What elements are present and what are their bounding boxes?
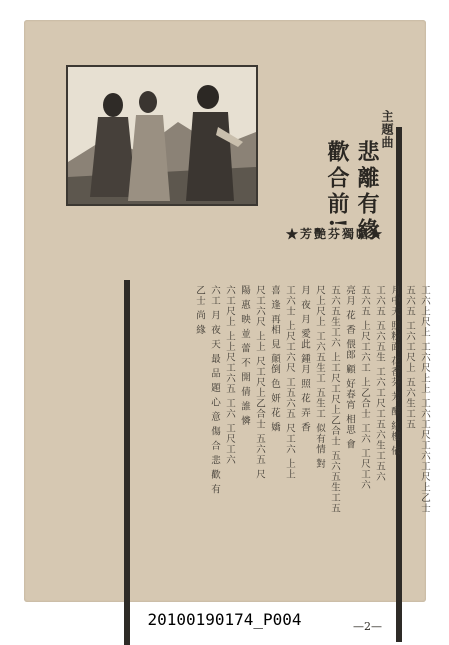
lyric-column: 乙士 尚 緣 (194, 285, 205, 336)
lyric-column: 陽 惠 映 並 蕾 不 開 倩 誰 憐 (239, 285, 250, 427)
lyric-column: 五六五 上尺工六工 上乙合士 工六 工尺工六 (359, 285, 370, 491)
lyric-column: 月中天 照粉面 花香芬 芳 醉 紅樓 依 (389, 285, 400, 457)
lyric-column: 工六士 上尺工六尺 工五六五 尺工六 上上 (284, 285, 295, 480)
lyric-column: 六工尺上 上上尺工六五 工六 工尺工六 (224, 285, 235, 466)
lyric-column: 工六五 五六五生 工六工尺工五六生工五六 (374, 285, 385, 483)
lyric-column: 喜 逢 再相 見 顛倒 色 妍 花 嬌 (269, 285, 280, 433)
lyric-column: 五六五 工六工尺上 五六生工五 (404, 285, 415, 430)
singer-credit: ★芳艷芬獨唱★ (285, 227, 384, 241)
lyrics-notation-block (136, 285, 432, 625)
film-still-photo (66, 65, 258, 206)
page-number: —2— (353, 620, 382, 633)
category-label: 主題曲 (380, 110, 394, 149)
song-title: 悲離有緣 歡合前! (324, 140, 380, 244)
lyric-column: 五六五生工六 上工尺工尺上乙合士 五六五生工五 (329, 285, 340, 514)
lyric-column: 六工 月 夜 天 最 品 題 心 意 傷 合 悲 歡 有 (209, 285, 220, 495)
lyric-column: 工六上尺上 工六尺上上 工六工尺工六工尺上乙士 (419, 285, 430, 514)
lyric-column: 尺工六尺 上上 尺工尺上乙合士 五六五 尺 (254, 285, 265, 480)
lyric-column: 月 夜 月 愛此 鍾月 照 花 弄 香 (299, 285, 310, 433)
lyric-column: 亮月 花 香 偎郎 顧 好春宵 相思 會 (344, 285, 355, 450)
image-id-caption: 20100190174_P004 (147, 610, 302, 629)
left-border-rule (124, 280, 130, 645)
lyric-column: 尺上尺上 工六五生工 五生工 似有情 對 (314, 285, 325, 470)
